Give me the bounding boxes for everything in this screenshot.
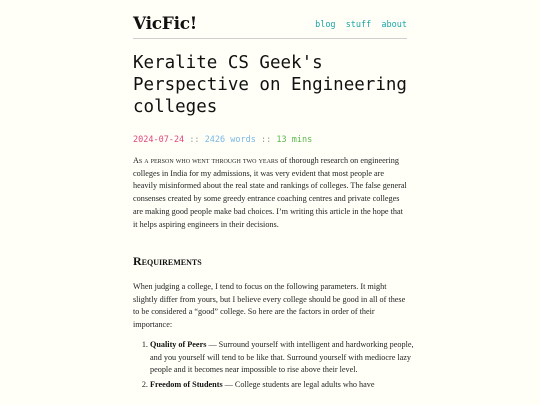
nav-link-blog[interactable]: blog <box>315 20 336 30</box>
intro-lead: As a person who went through two years <box>133 156 279 165</box>
requirements-paragraph: When judging a college, I tend to focus on the following parameters. It might slightly differ from yours, but I believe every college should be good in all of these to be considered a “good” college. So here are the factors in order of their importance: <box>133 282 406 330</box>
reading-time: 13 mins <box>276 135 313 145</box>
post-intro <box>133 155 407 231</box>
factor-name: Freedom of Students <box>150 380 223 390</box>
nav-link-stuff[interactable]: stuff <box>345 20 372 30</box>
factors-list <box>133 339 424 394</box>
word-count: 2426 words <box>204 135 256 145</box>
intro-paragraph <box>133 155 407 231</box>
requirements-section <box>133 281 407 332</box>
meta-separator: :: <box>189 135 200 145</box>
nav-link-about[interactable]: about <box>381 20 407 30</box>
site-header <box>133 14 407 39</box>
factor-name: Quality of Peers <box>150 340 207 349</box>
factor-desc: — College students are legal adults who have <box>222 380 375 390</box>
factor-desc: — Surround yourself with intelligent and hardworking people, and you yourself will tend to be like that. Surround yourself with mediocre lazy people and it becomes near impossible to rise above their level. <box>150 340 414 375</box>
intro-text: of thorough research on engineering colleges in India for my admissions, it was very evident that most people are heavily misinformed about the real state and rankings of colleges. The false general consenses created by some greedy entrance coaching centres and private colleges are making good people make bad choices. I’m writing this article in the hope that it helps aspiring engineers in their decisions. <box>133 156 407 229</box>
list-item <box>150 379 424 392</box>
post-date: 2024-07-24 <box>133 135 185 145</box>
site-logo[interactable]: VicFic! <box>133 14 197 34</box>
main-nav <box>310 20 407 30</box>
list-item <box>150 339 424 377</box>
section-heading-requirements: Requirements <box>133 254 202 268</box>
post-meta <box>133 135 312 145</box>
meta-separator: :: <box>261 135 272 145</box>
post-title: Keralite CS Geek's Perspective on Engineering colleges <box>133 53 407 117</box>
